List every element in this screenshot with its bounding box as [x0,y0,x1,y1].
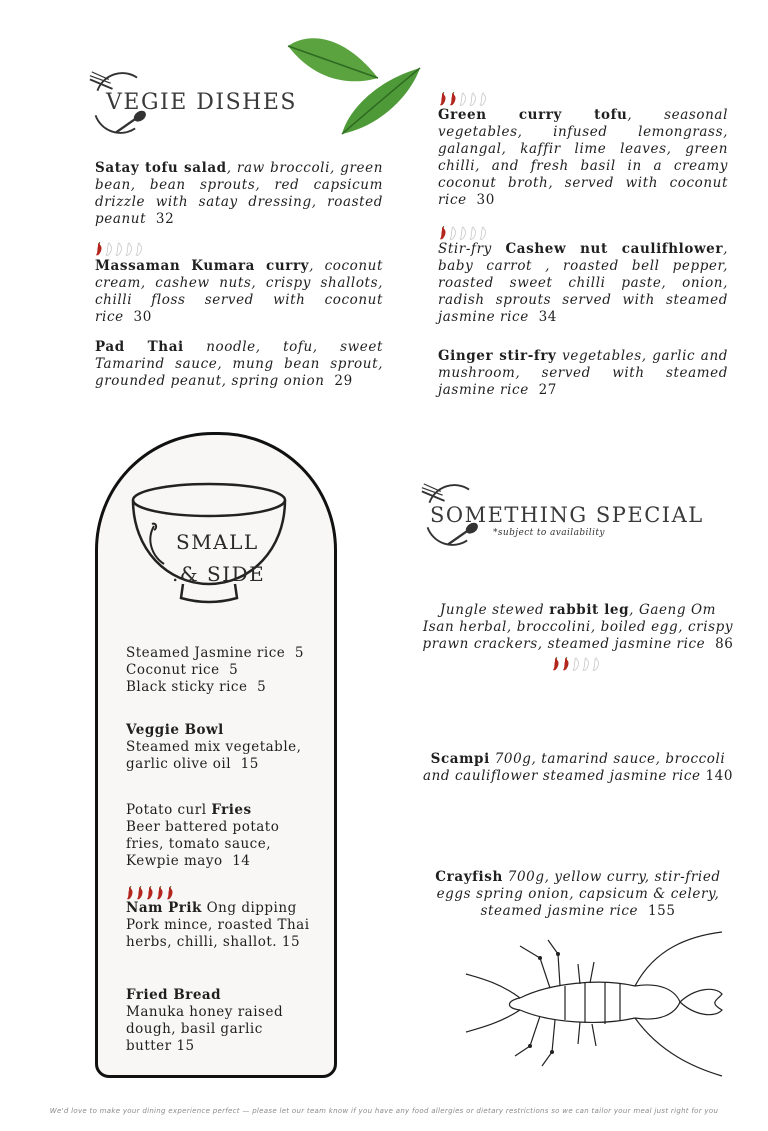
dish-satay-tofu-salad: Satay tofu salad, raw broccoli, green bean, bean sprouts, red capsicum drizzle with satay dressing, roasted peanut 32 [95,160,383,227]
side-item: Coconut rice 5 [126,662,239,678]
vegie-title: VEGIE DISHES [106,90,297,115]
spice-rating-2-special [552,657,601,671]
side-fries: Potato curl Fries Beer battered potato fries, tomato sauce, Kewpie mayo 14 [126,802,280,869]
side-veggie-bowl: Veggie Bowl Steamed mix vegetable, garlic olive oil 15 [126,722,302,772]
footer-note: We'd love to make your dining experience perfect — please let our team know if you have any food allergies or dietary restrictions so we can tailor your meal just right for you [49,1107,719,1115]
side-item: Black sticky rice 5 [126,679,267,695]
dish-ginger-stir-fry: Ginger stir-fry vegetables, garlic and mushroom, served with steamed jasmine rice 27 [438,348,728,398]
dish-green-curry-tofu: Green curry tofu, seasonal vegetables, infused lemongrass, galangal, kaffir lime leaves, green chilli, and fresh basil in a creamy coconut broth, served with coconut rice 30 [438,107,728,208]
side-nam-prik: Nam Prik Ong dipping Pork mince, roasted Thai herbs, chilli, shallot. 15 [126,900,310,950]
special-title: SOMETHING SPECIAL [430,503,704,527]
spice-rating-3 [439,226,488,240]
small-side-title-2: .& SIDE [172,562,266,586]
dish-cashew-nut-cauliflower: Stir-fry Cashew nut caulifhlower, baby carrot , roasted bell pepper, roasted sweet chilli paste, onion, radish sprouts served with steamed jasmine rice 34 [438,241,728,325]
spice-rating-5 [126,886,175,900]
dish-pad-thai: Pad Thai noodle, tofu, sweet Tamarind sauce, mung bean sprout, grounded peanut, spring onion 29 [95,339,383,389]
crayfish-illustration [460,928,730,1080]
spice-rating-2 [439,92,488,106]
side-fried-bread: Fried Bread Manuka honey raised dough, basil garlic butter 15 [126,987,284,1054]
special-rabbit-leg: Jungle stewed rabbit leg, Gaeng Om Isan herbal, broccolini, boiled egg, crispy prawn crackers, steamed jasmine rice 86 [422,602,734,652]
special-scampi: Scampi 700g, tamarind sauce, broccoli and cauliflower steamed jasmine rice 140 [422,751,734,784]
side-item: Steamed Jasmine rice 5 [126,645,304,661]
side-simple-list [126,645,316,696]
basil-leaves-decoration [270,26,430,146]
special-crayfish: Crayfish 700g, yellow curry, stir-fried eggs spring onion, capsicum & celery, steamed jasmine rice 155 [435,869,721,919]
special-note: *subject to availability [493,528,605,538]
spice-rating-1 [95,242,144,256]
dish-massaman-kumara-curry: Massaman Kumara curry, coconut cream, cashew nuts, crispy shallots, chilli floss served with coconut rice 30 [95,258,383,325]
small-side-title-1: SMALL [176,530,259,554]
